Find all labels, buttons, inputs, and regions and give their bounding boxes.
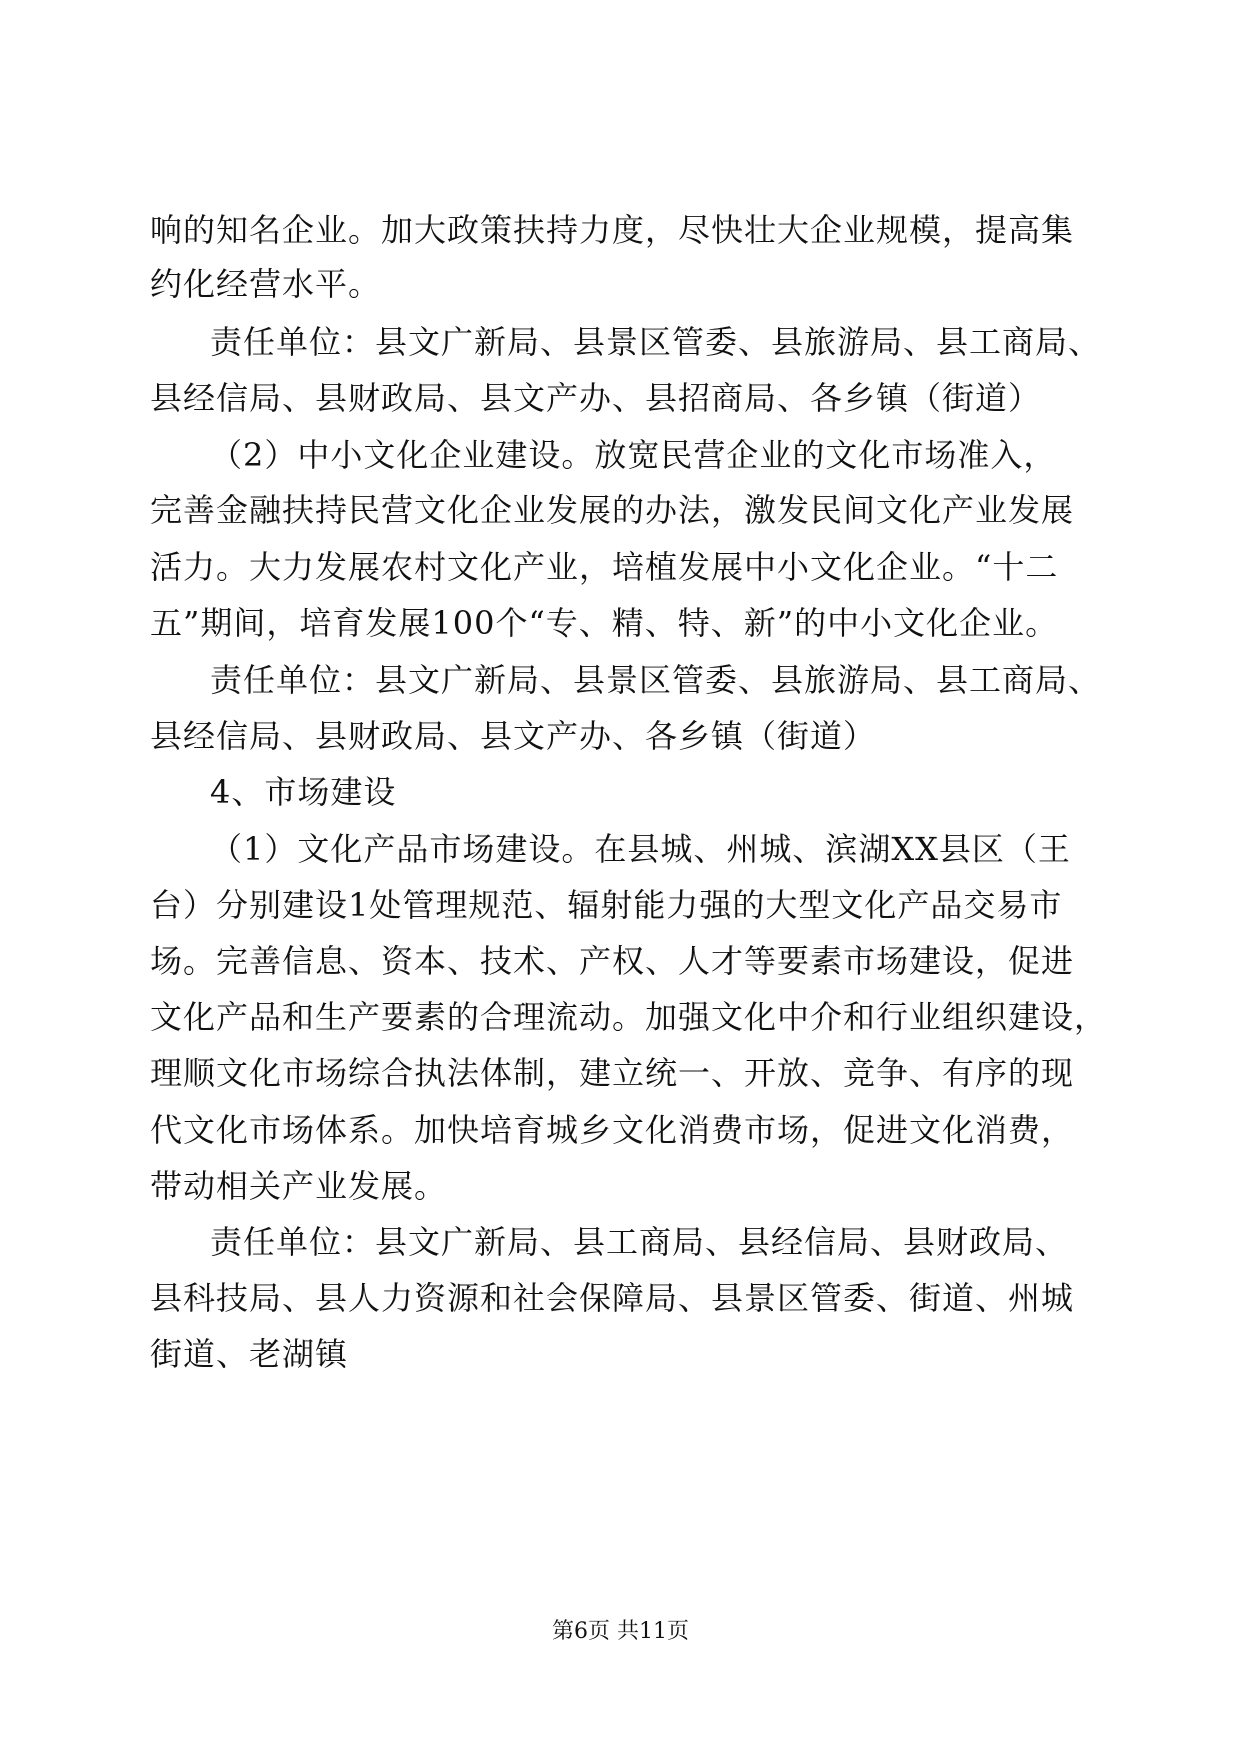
text-line: 县科技局、县人力资源和社会保障局、县景区管委、街道、州城 — [150, 1279, 1075, 1317]
text-line: 县经信局、县财政局、县文产办、县招商局、各乡镇（街道） — [150, 379, 1042, 417]
text-line: 五”期间，培育发展100个“专、精、特、新”的中小文化企业。 — [150, 604, 1059, 642]
text-line: （1）文化产品市场建设。在县城、州城、滨湖XX县区（王 — [210, 830, 1071, 868]
text-line: 责任单位：县文广新局、县景区管委、县旅游局、县工商局、 — [210, 661, 1102, 699]
text-line: 约化经营水平。 — [150, 265, 382, 303]
section-heading: 4、市场建设 — [210, 773, 397, 811]
text-line: 代文化市场体系。加快培育城乡文化消费市场，促进文化消费， — [150, 1111, 1075, 1149]
text-line: 县经信局、县财政局、县文产办、各乡镇（街道） — [150, 717, 877, 755]
text-line: 响的知名企业。加大政策扶持力度，尽快壮大企业规模，提高集 — [150, 211, 1075, 249]
text-line: 带动相关产业发展。 — [150, 1167, 448, 1205]
text-line: 完善金融扶持民营文化企业发展的办法，激发民间文化产业发展 — [150, 491, 1075, 529]
text-line: 台）分别建设1处管理规范、辐射能力强的大型文化产品交易市 — [150, 886, 1063, 924]
text-line: 理顺文化市场综合执法体制，建立统一、开放、竞争、有序的现 — [150, 1054, 1075, 1092]
text-line: 责任单位：县文广新局、县景区管委、县旅游局、县工商局、 — [210, 323, 1102, 361]
text-line: 街道、老湖镇 — [150, 1335, 349, 1373]
text-line: （2）中小文化企业建设。放宽民营企业的文化市场准入， — [210, 436, 1057, 474]
text-line: 活力。大力发展农村文化产业，培植发展中小文化企业。“十二 — [150, 548, 1059, 586]
text-line: 责任单位：县文广新局、县工商局、县经信局、县财政局、 — [210, 1223, 1069, 1261]
text-line: 场。完善信息、资本、技术、产权、人才等要素市场建设，促进 — [150, 942, 1075, 980]
page-number-footer: 第6页 共11页 — [552, 1619, 689, 1644]
text-line: 文化产品和生产要素的合理流动。加强文化中介和行业组织建设， — [150, 998, 1108, 1036]
